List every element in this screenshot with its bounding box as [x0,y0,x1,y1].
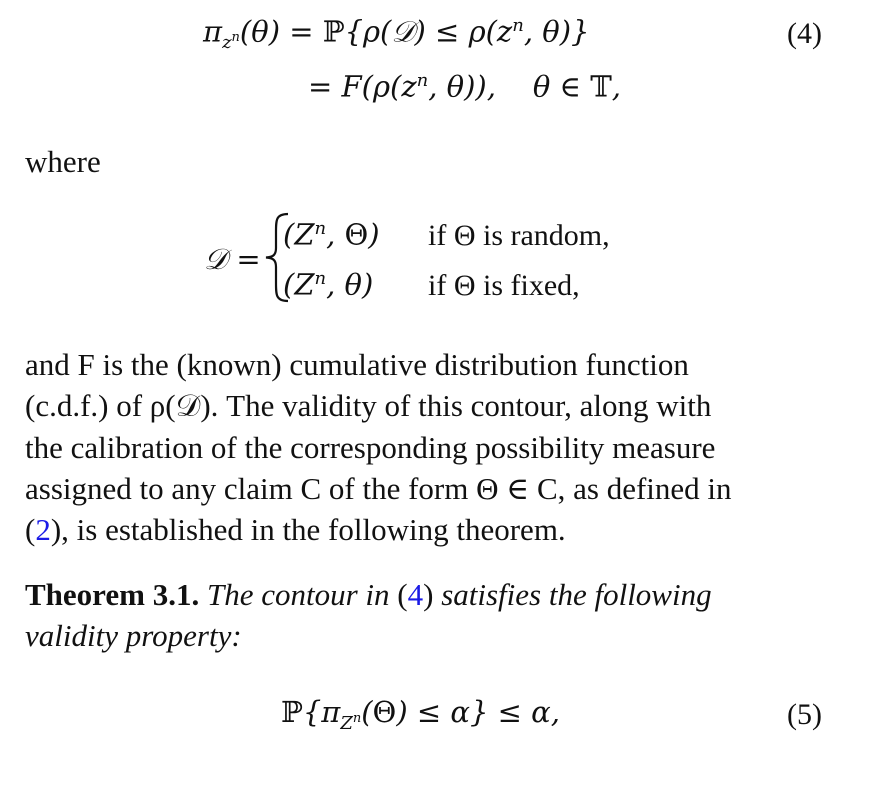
theorem-heading: Theorem 3.1. [25,577,200,612]
equation-4-line-2: = $F(\rho(z^n$, θ)), θ ∈ 𝕋, [308,69,621,104]
paragraph-line-2: (c.d.f.) of ρ(𝒟). The validity of this contour, along with [25,388,712,423]
theorem-text-2: satisfies the following [441,577,712,612]
equation-2-reference-link[interactable]: 2 [35,512,51,547]
paragraph-line-4: assigned to any claim C of the form Θ ∈ C, as defined in [25,471,732,506]
equation-4-number: (4) [787,17,822,50]
definition-d-case-1-expression: ($Z^n$, Θ) [283,217,380,252]
definition-d-lhs: 𝒟 = [204,242,261,276]
paragraph-line-5-text: , is established in the following theorem. [61,512,566,547]
equation-4-reference-link[interactable]: 4 [407,577,424,612]
paragraph-line-3: the calibration of the corresponding possibility measure [25,430,716,465]
paragraph-line-1: and F is the (known) cumulative distribution function [25,347,689,382]
where-label: where [25,144,101,179]
paragraph-line-5: (2), is established in the following theorem. [25,512,566,547]
theorem-ref-open: ( [397,577,408,612]
definition-d-case-2-condition: if Θ is fixed, [428,269,580,302]
theorem-line-2: validity property: [25,618,242,653]
definition-d-case-1-condition: if Θ is random, [428,219,610,252]
theorem-ref-close: ) [423,577,434,612]
theorem-line-1 [25,579,712,610]
equation-4-line-1: $\pi_{z^n}(\theta)$ = ℙ{ρ(𝒟) ≤ $\rho(z^n$, θ)} [203,14,590,54]
definition-d-case-2-expression: ($Z^n$, θ) [283,267,374,302]
equation-5: $ℙ\{\pi_{Z^n}(\Theta) \le \alpha\} \le \alpha$, [281,695,560,734]
equation-5-number: (5) [787,698,822,731]
theorem-text-1: The contour in [206,577,390,612]
